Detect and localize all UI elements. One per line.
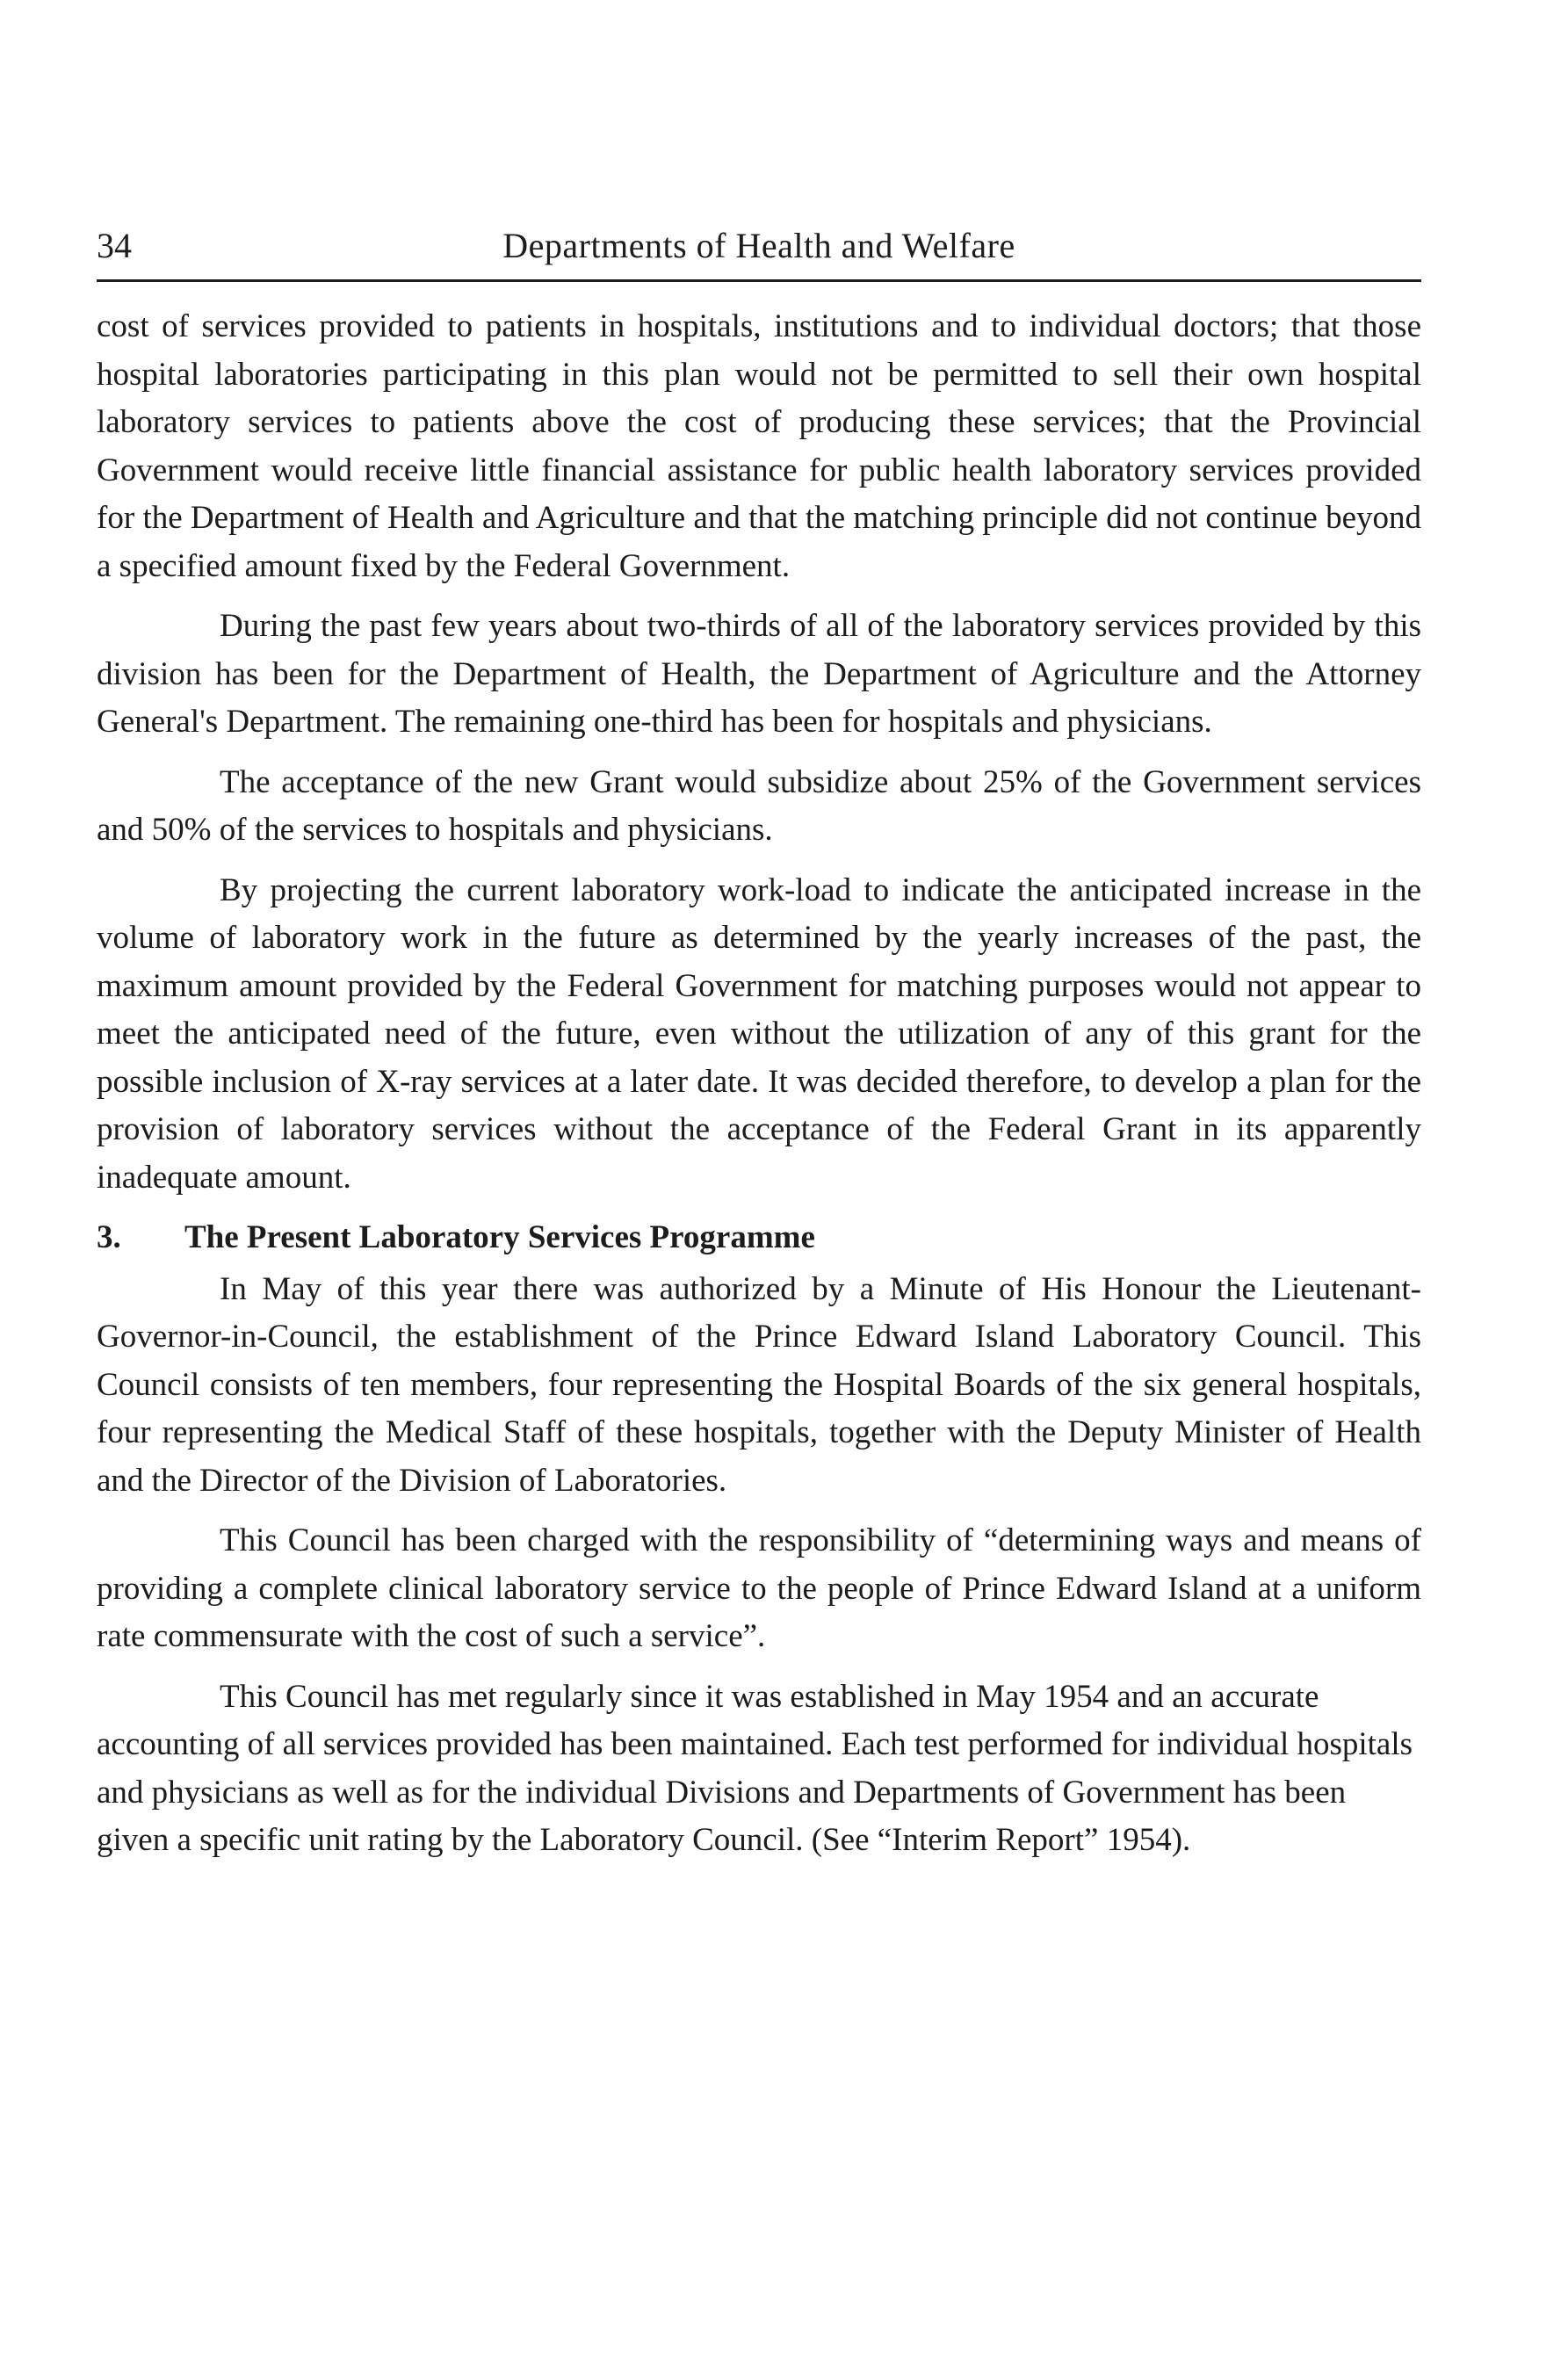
paragraph-4: By projecting the current laboratory work-load to indicate the anticipated increase in the volume of laboratory work in the future as determined by the yearly increases of the past, the maximum amount provided by the Federal Government for matching purposes would not appear to meet the anticipated need of the future, even without the utilization of any of this grant for the possible inclusion of X-ray services at a later date. It was decided therefore, to develop a plan for the provision of laboratory services without the acceptance of the Federal Grant in its apparently inadequate amount. [97,871,1421,1196]
running-title: Departments of Health and Welfare [502,226,1015,265]
paragraph-3: The acceptance of the new Grant would subsidize about 25% of the Government services and 50% of the services to hospitals and physicians. [97,763,1421,848]
paragraph-2: During the past few years about two-thirds of all of the laboratory services provided by this division has been for the Department of Health, the Department of Agriculture and the Attorney General's Department. The remaining one-third has been for hospitals and physicians. [97,608,1421,740]
section-heading [97,1214,1421,1262]
running-head [97,220,1421,272]
header-rule [97,279,1421,282]
section-number: 3. [97,1219,121,1255]
paragraph-6: This Council has been charged with the responsibility of “determining ways and means of providing a complete clinical laboratory service to the people of Prince Edward Island at a uniform rate commensurate with the cost of such a service”. [97,1522,1421,1654]
paragraph-7: This Council has met regularly since it was established in May 1954 and an accurate accounting of all services provided has been maintained. Each test performed for individual hospitals and physicians as well as for the individual Divisions and Departments of Government has been given a specific unit rating by the Laboratory Council. (See “Interim Report” 1954). [97,1678,1413,1858]
page-number: 34 [97,226,132,265]
section-title: The Present Laboratory Services Programme [184,1219,815,1255]
paragraph-1: cost of services provided to patients in hospitals, institutions and to individual doctors; that those hospital laboratories participating in this plan would not be permitted to sell their own hospital laboratory services to patients above the cost of producing these services; that the Provincial Government would receive little financial assistance for public health laboratory services provided for the Department of Health and Agriculture and that the matching principle did not continue beyond a specified amount fixed by the Federal Government. [97,308,1421,584]
body-text [97,303,1421,1877]
paragraph-5: In May of this year there was authorized by a Minute of His Honour the Lieutenant-Governor-in-Council, the establishment of the Prince Edward Island Laboratory Council. This Council consists of ten members, four representing the Hospital Boards of the six general hospitals, four representing the Medical Staff of these hospitals, together with the Deputy Minister of Health and the Director of the Division of Laboratories. [97,1270,1421,1499]
